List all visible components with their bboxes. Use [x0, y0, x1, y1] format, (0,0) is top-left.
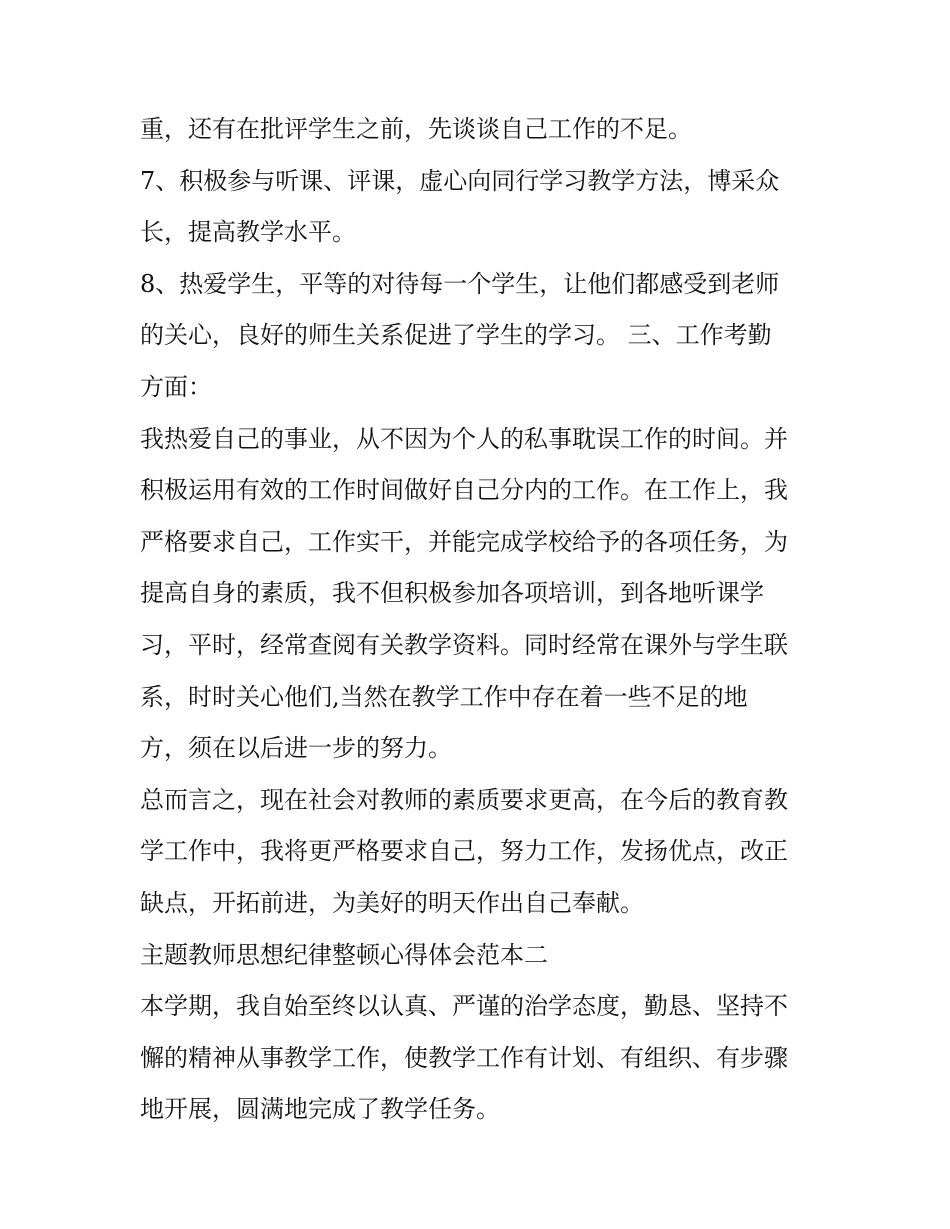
document-body: [140, 104, 830, 1136]
text-line: 长，提高教学水平。: [140, 218, 356, 247]
text-line: 提高自身的素质，我不但积极参加各项培训，到各地听课学: [140, 579, 764, 608]
text-line: 本学期，我自始至终以认真、严谨的治学态度，勤恳、坚持不: [140, 992, 788, 1021]
text-line: 我热爱自己的事业，从不因为个人的私事耽误工作的时间。并: [140, 424, 788, 453]
text-line: 方，须在以后进一步的努力。: [140, 734, 452, 763]
text-line: 地开展，圆满地完成了教学任务。: [140, 1095, 500, 1124]
text-line: 总而言之，现在社会对教师的素质要求更高，在今后的教育教: [140, 785, 788, 814]
text-line: 的关心，良好的师生关系促进了学生的学习。 三、工作考勤: [140, 321, 772, 350]
text-line: 8、热爱学生，平等的对待每一个学生，让他们都感受到老师: [140, 269, 780, 298]
text-line: 严格要求自己，工作实干，并能完成学校给予的各项任务，为: [140, 527, 788, 556]
text-line: 系，时时关心他们,当然在教学工作中存在着一些不足的地: [140, 682, 748, 711]
text-line: 习，平时，经常查阅有关教学资料。同时经常在课外与学生联: [140, 630, 788, 659]
text-line: 积极运用有效的工作时间做好自己分内的工作。在工作上，我: [140, 476, 788, 505]
section-heading: 主题教师思想纪律整顿心得体会范本二: [140, 940, 548, 969]
text-line: 学工作中，我将更严格要求自己，努力工作，发扬优点，改正: [140, 837, 788, 866]
text-line: 方面：: [140, 372, 212, 401]
text-line: 缺点，开拓前进，为美好的明天作出自己奉献。: [140, 888, 644, 917]
text-line: 重，还有在批评学生之前，先谈谈自己工作的不足。: [140, 115, 692, 143]
text-line: 7、积极参与听课、评课，虚心向同行学习教学方法，博采众: [140, 166, 780, 195]
text-line: 懈的精神从事教学工作，使教学工作有计划、有组织、有步骤: [140, 1043, 788, 1072]
